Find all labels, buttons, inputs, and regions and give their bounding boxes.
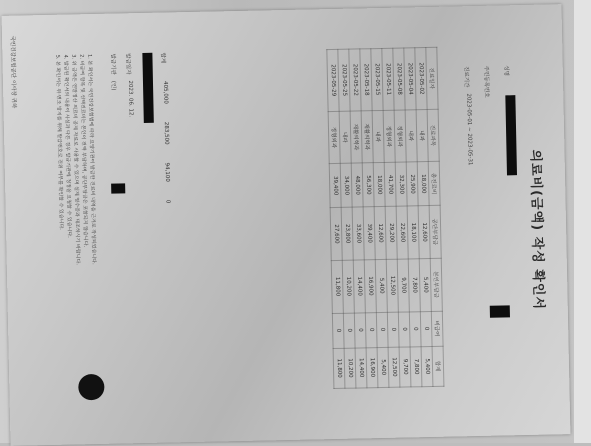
table-cell: 2023-05-02 (415, 48, 427, 110)
table-cell: 재활의학과 (350, 111, 362, 164)
col-patient: 본인부담금 (430, 258, 442, 311)
header-value-period: 2023-05-01 ~ 2023-05-31 (465, 93, 473, 166)
table-cell: 5,400 (421, 346, 433, 387)
note-line: 2. 비급여 항목 및 선택진료비는 본인이 전액 부담하며, 공단부담금은 포함되지 않습니다. (78, 54, 89, 248)
table-cell: 7,800 (410, 346, 422, 387)
table-cell: 정형외과 (328, 111, 340, 164)
table-cell: 56,300 (362, 163, 374, 207)
table-cell: 5,400 (377, 347, 389, 388)
table-cell: 0 (343, 313, 355, 348)
table-cell: 2023-05-22 (349, 49, 361, 111)
table-cell: 0 (398, 311, 410, 346)
redacted-name (505, 95, 517, 175)
table-cell: 5,400 (419, 258, 431, 311)
table-cell: 2023-05-15 (371, 48, 383, 110)
scanned-paper (2, 4, 571, 446)
table-cell: 정형외과 (383, 110, 395, 163)
table-cell: 내과 (416, 109, 428, 162)
table-cell: 0 (409, 311, 421, 346)
header-label-period: 진료기간 (462, 66, 470, 88)
col-date: 진료일자 (426, 47, 438, 109)
note-line: 3. 위 금액은 연말정산 의료비 공제 자료로 사용할 수 있으며 실제 영수증과 대조하시기 바랍니다. (70, 54, 81, 266)
table-cell: 10,200 (342, 260, 354, 313)
table-cell: 9,700 (397, 259, 409, 312)
document-title: 의료비(금액) 작성 확인서 (527, 149, 546, 311)
note-line: 4. 발급된 확인서의 내용이 사실과 다른 경우 발급기관에 정정을 요청할 수 있습니다. (62, 54, 73, 238)
table-cell: 7,800 (408, 259, 420, 312)
totals-row (159, 52, 170, 203)
table-cell: 2023-05-29 (327, 49, 339, 111)
header-name-row (503, 65, 511, 76)
issuer-label: 발급기관 (109, 53, 116, 75)
table-cell: 0 (365, 312, 377, 347)
totals-label: 합계 (159, 52, 166, 64)
table-cell: 0 (387, 312, 399, 347)
redacted-issuer (111, 183, 125, 193)
issuer-row (109, 53, 118, 90)
table-cell: 16,900 (366, 347, 378, 388)
col-total: 총진료비 (428, 162, 440, 206)
note-line: 5. 본 확인서는 위·변조 방지를 위해 발급번호로 진위 여부를 확인할 수 있습니다. (54, 54, 65, 230)
table-cell: 2023-05-08 (393, 48, 405, 110)
table-cell: 16,900 (364, 259, 376, 312)
table-cell: 내과 (372, 110, 384, 163)
table-cell: 12,600 (418, 206, 430, 259)
medical-expense-table (326, 47, 444, 389)
rotated-document (2, 4, 571, 446)
totals-noncovered: 0 (164, 199, 171, 204)
table-cell: 32,300 (395, 162, 407, 206)
header-label-name: 성명 (502, 65, 509, 77)
col-insurer: 공단부담금 (429, 205, 441, 258)
table-cell: 2023-05-04 (404, 48, 416, 110)
table-cell: 12,500 (388, 347, 400, 388)
notes-block (52, 54, 99, 375)
header-label-id: 주민등록번호 (482, 65, 490, 98)
table-cell: 0 (420, 311, 432, 346)
table-cell: 2023-05-25 (338, 49, 350, 111)
table-cell: 18,000 (373, 163, 385, 207)
redacted-account (142, 53, 153, 123)
table-cell: 23,800 (341, 207, 353, 260)
table-cell: 25,900 (406, 162, 418, 206)
issuer-sign: (인) (109, 80, 117, 91)
table-cell: 12,600 (374, 207, 386, 260)
table-cell: 29,200 (385, 206, 397, 259)
table-cell: 재활의학과 (361, 110, 373, 163)
totals-insurer: 283,500 (162, 121, 170, 145)
table-cell: 11,800 (333, 348, 345, 389)
table-body (327, 48, 433, 389)
table-cell: 2023-05-18 (360, 49, 372, 111)
table-cell: 41,700 (384, 163, 396, 207)
table-cell: 5,400 (375, 259, 387, 312)
table-cell: 내과 (339, 111, 351, 164)
table-cell: 22,600 (396, 206, 408, 259)
table-cell: 18,100 (407, 206, 419, 259)
table-cell: 27,600 (330, 208, 342, 261)
document-footer: 국민건강보험공단 이사장 귀하 (8, 35, 17, 109)
redacted-id-mark (490, 305, 510, 317)
header-id-row (483, 66, 492, 98)
table-cell: 39,400 (329, 164, 341, 208)
col-sum: 합계 (432, 346, 444, 387)
table-cell: 34,000 (340, 163, 352, 207)
col-noncovered: 비급여 (431, 311, 443, 346)
table-cell: 18,000 (417, 162, 429, 206)
table-cell: 14,400 (353, 260, 365, 313)
table-cell: 14,400 (355, 347, 367, 388)
scanner-edge (574, 0, 591, 443)
table-cell: 내과 (405, 109, 417, 162)
table-cell: 0 (376, 312, 388, 347)
table-cell: 0 (354, 312, 366, 347)
col-dept: 진료과목 (427, 109, 439, 162)
totals-total: 405,000 (161, 81, 169, 104)
issue-date-label: 발급일자 (124, 53, 131, 75)
issue-date-row (124, 53, 133, 117)
table-cell: 정형외과 (394, 110, 406, 163)
seal-stamp (78, 374, 105, 401)
table-cell: 10,200 (344, 348, 356, 389)
table-cell: 9,700 (399, 346, 411, 387)
table-cell: 33,600 (352, 207, 364, 260)
table-cell: 11,800 (331, 260, 343, 313)
header-period-row (463, 66, 473, 165)
note-line: 1. 본 확인서는 국민건강보험법에 따라 요양기관이 발급한 진료비 내역을 근거로 작성되었습니다. (86, 54, 97, 265)
issue-date-value: 2023. 06. 12. (126, 80, 134, 118)
table-cell: 2023-05-11 (382, 48, 394, 110)
table-cell: 0 (332, 313, 344, 348)
totals-patient: 94,100 (163, 162, 171, 182)
table-cell: 12,500 (386, 259, 398, 312)
table-cell: 48,000 (351, 163, 363, 207)
table-cell: 39,400 (363, 207, 375, 260)
